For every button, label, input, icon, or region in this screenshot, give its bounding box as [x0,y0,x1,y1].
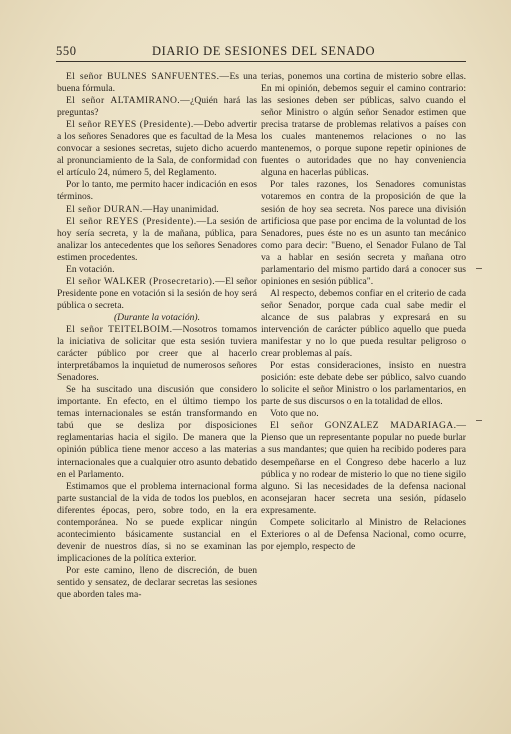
speaker-name: El señor WALKER (Prosecretario).— [66,275,226,287]
speaker-name: El señor REYES (Presidente).— [66,215,207,227]
body-paragraph: Se ha suscitado una discusión que considero importante. En efecto, en el último tiempo los temas internacionales se están transformando en tabú que se desliza por disposiciones reglamentarias hacia el sigilo. De manera que la opinión pública tiene menor acceso a las materias internacionales que a cualquier otro asunto debatido en el Parlamento. [57,384,257,480]
speaker-name: El señor REYES (Presidente).— [66,119,204,131]
body-paragraph: Por tales razones, los Senadores comunistas votaremos en contra de la proposición de que la sesión de hoy sea secreta. Nos parece una división artificiosa que pase por encima de la voluntad de los Senadores, pues éste no es un asunto tan mecánico como para decir: "Bueno, el Senador Fulano de Tal va a hablar en sesión secreta y mañana otro parlamentario del mismo partido dará a conocer sus opiniones en sesión pública". [261,179,466,287]
stage-direction: (Durante la votación). [113,311,201,323]
page-header [56,44,466,60]
left-text-column [57,71,257,601]
page-number: 550 [56,44,77,58]
speech-text: ¿Quién hará las preguntas? [57,95,257,119]
continued-paragraph: terias, ponemos una cortina de misterio sobre ellas. En mi opinión, debemos seguir el camino contrario: las sesiones deben ser públicas, salvo cuando el señor Ministro o algún señor Senador estimen que precisa tratarse de problemas relativos a países con los cuales mantenemos relaciones o no las mantenemos, o porque supone repetir opiniones de fuentes o autoridades que no hay conveniencia alguna en hacerlas públicas. [261,71,466,179]
speech-paragraph [57,204,257,216]
speech-paragraph [261,420,466,516]
speech-text: Nosotros tomamos la iniciativa de solicitar que esta sesión tuviera carácter público por creer que al hacerlo interpretábamos la inquietud de numerosos señores Senadores. [57,323,257,384]
body-paragraph: Estimamos que el problema internacional forma parte sustancial de la vida de todos los pueblos, en diferentes épocas, pero, sobre todo, en la era contemporánea. No se puede explicar ningún acontecimiento básicamente sustancial en el devenir de nuestros días, si no se examinan las implicaciones de la política exterior. [57,480,257,564]
publication-title: DIARIO DE SESIONES DEL SENADO [152,44,376,58]
speech-text: —Pienso que un representante popular no puede burlar a sus mandantes; que quien ha recibido poderes para desempeñarse en el Congreso debe hacerlo a luz pública y no rodear de misterio lo que no tiene sigilo alguno. Si las necesidades de la defensa nacional aconsejaran hacer secreta una sesión, pídaselo expresamente. [261,420,466,516]
speech-paragraph [57,95,257,119]
speech-paragraph [57,216,257,264]
body-paragraph: En votación. [66,263,115,275]
header-rule [56,61,466,62]
body-paragraph: Por este camino, lleno de discreción, de buen sentido y sensatez, de declarar secretas las sesiones que aborden tales ma- [57,564,257,601]
speaker-name: El señor TEITELBOIM.— [66,323,183,335]
speech-text: La sesión de hoy sería secreta, y la de mañana, pública, para analizar los antecedentes que los señores Senadores estimen procedentes. [57,215,257,263]
body-paragraph: Por lo tanto, me permito hacer indicación en esos términos. [57,179,257,203]
body-paragraph: Al respecto, debemos confiar en el criterio de cada señor Senador, porque cada cual sabe medir el alcance de sus palabras y expresará en su intervención de carácter público aquello que pueda manifestar y no lo que pueda resultar peligroso o crear problemas al país. [261,287,466,360]
speech-paragraph [57,119,257,179]
margin-mark [476,420,482,421]
body-paragraph: Por estas consideraciones, insisto en nuestra posición: este debate debe ser público, salvo cuando lo solicite el señor Ministro o los parlamentarios, en parte de sus discursos o en la totalidad de ellos. [261,360,466,408]
right-text-column [261,71,466,553]
body-paragraph: Compete solicitarlo al Ministro de Relaciones Exteriores o al de Defensa Nacional, como ocurre, por ejemplo, respecto de [261,516,466,552]
speaker-name: El señor ALTAMIRANO.— [66,95,191,107]
speaker-name: El señor BULNES SANFUENTES.— [66,71,230,82]
speaker-name: El señor DURAN.— [66,203,153,215]
speech-paragraph [57,276,257,312]
body-paragraph: Voto que no. [270,408,319,420]
speech-text: Debo advertir a los señores Senadores que es facultad de la Mesa convocar a sesiones secretas, sujeto dicho acuerdo al pronunciamiento de la Sala, de conformidad con el artículo 24, número 5, del Reglamento. [57,119,257,179]
speech-paragraph [57,71,257,95]
speech-text: Es una buena fórmula. [57,71,257,95]
speech-text: Hay unanimidad. [152,203,219,215]
speech-text: El señor Presidente pone en votación si la sesión de hoy será pública o secreta. [57,275,257,311]
margin-mark [476,268,482,269]
speaker-name: El señor GONZALEZ MADARIAGA. [270,420,457,432]
speech-paragraph [57,324,257,384]
